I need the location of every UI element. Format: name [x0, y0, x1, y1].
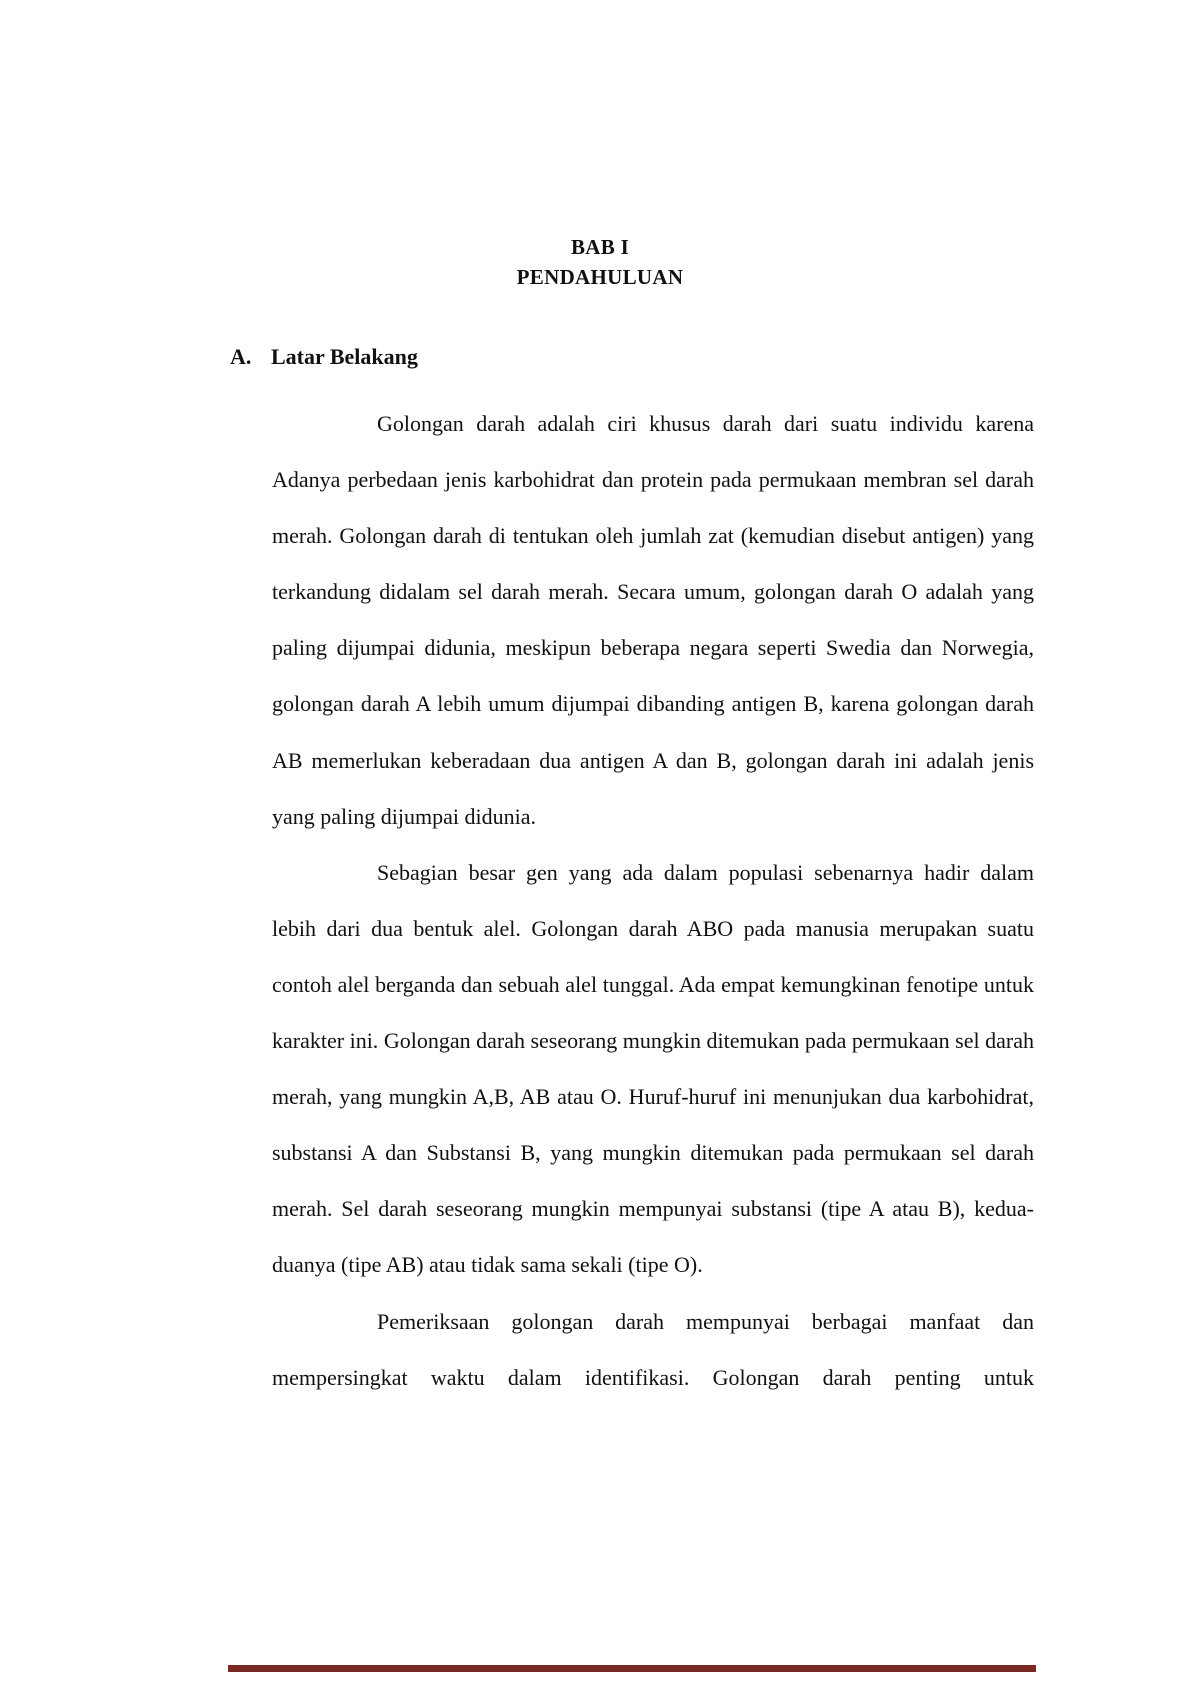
paragraph-2: Sebagian besar gen yang ada dalam populasi sebenarnya hadir dalam lebih dari dua bentuk alel. Golongan darah ABO pada manusia merupakan suatu contoh alel berganda dan sebuah alel tunggal. Ada empat kemungkinan fenotipe untuk karakter ini. Golongan darah seseorang mungkin ditemukan pada permukaan sel darah merah, yang mungkin A,B, AB atau O. Huruf-huruf ini menunjukan dua karbohidrat, substansi A dan Substansi B, yang mungkin ditemukan pada permukaan sel darah merah. Sel darah seseorang mungkin mempunyai substansi (tipe A atau B), kedua-duanya (tipe AB) atau tidak sama sekali (tipe O). — [272, 859, 1034, 1278]
footer-rule — [228, 1665, 1036, 1672]
section-title: Latar Belakang — [271, 344, 418, 369]
chapter-title: PENDAHULUAN — [516, 265, 684, 289]
section-letter: A. — [230, 344, 252, 369]
section-heading — [230, 342, 418, 372]
paragraph-1: Golongan darah adalah ciri khusus darah dari suatu individu karena Adanya perbedaan jenis karbohidrat dan protein pada permukaan membran sel darah merah. Golongan darah di tentukan oleh jumlah zat (kemudian disebut antigen) yang terkandung didalam sel darah merah. Secara umum, golongan darah O adalah yang paling dijumpai didunia, meskipun beberapa negara seperti Swedia dan Norwegia, golongan darah A lebih umum dijumpai dibanding antigen B, karena golongan darah AB memerlukan keberadaan dua antigen A dan B, golongan darah ini adalah jenis yang paling dijumpai didunia. — [272, 411, 1034, 829]
paragraph-3: Pemeriksaan golongan darah mempunyai berbagai manfaat dan mempersingkat waktu dalam identifikasi. Golongan darah penting untuk — [272, 1308, 1034, 1390]
chapter-number: BAB I — [570, 235, 630, 259]
chapter-heading — [0, 232, 1200, 292]
body-text — [272, 396, 1034, 1406]
